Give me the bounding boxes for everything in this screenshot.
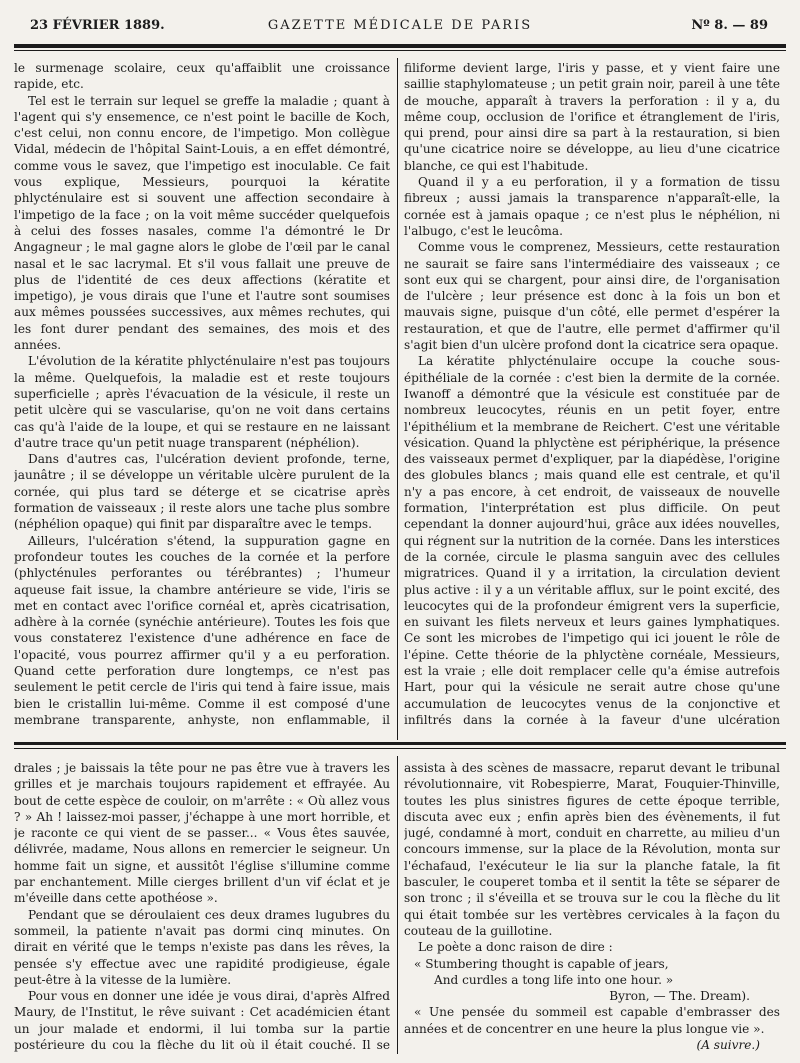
paragraph: le surmenage scolaire, ceux qu'affaiblit une croissance rapide, etc. bbox=[14, 61, 390, 92]
paragraph: L'évolution de la kératite phlycténulaire n'est pas toujours la même. Quelquefois, la maladie est et reste toujours superficielle ; après l'évacuation de la vésicule, il reste un petit ulcère qui se vascularise, qu'on ne voit dans certains cas qu'à l'aide de la loupe, et qui se restaure en ne laissant d'autre trace qu'un petit nuage transparent (néphélion). bbox=[14, 354, 390, 450]
header-rule bbox=[14, 44, 786, 48]
section-rule bbox=[14, 742, 786, 745]
journal-title: GAZETTE MÉDICALE DE PARIS bbox=[267, 18, 533, 33]
paragraph: « Une pensée du sommeil est capable d'embrasser des années et de concentrer en une heure la plus longue vie ». bbox=[404, 1005, 780, 1036]
column-divider bbox=[397, 58, 398, 740]
paragraph: Le poète a donc raison de dire : bbox=[418, 940, 613, 955]
to-be-continued: (A suivre.) bbox=[696, 1038, 760, 1052]
paragraph: Ailleurs, l'ulcération s'étend, la suppuration gagne en profondeur toutes les couches de la cornée et la perfore (phlycténules perforantes ou térébrantes) ; l'humeur aqueuse fait issue, la chambre antérieure se vide, l'iris se met en contact avec l'orifice cornéal et, après cicatrisation, adhère à la cornée (synéchie antérieure). Toutes les fois que vous constaterez l'existence d'une adhérence en face de l'opacité, vous pourrez affirmer qu'il y a eu perforation. Quand cette perforation dure longtemps, ce n'est pas seulement le petit cercle de l'iris qui tend à faire issue, mais bien le cristallin lui-même. Comme il est composé d'une membrane transparente, anhyste, non enflammable, il bbox=[14, 533, 390, 727]
paragraph: Pour vous en donner une idée je vous dirai, d'après Alfred Maury, de l'Institut, le rêve suivant : Cet académicien étant un jour malade et endormi, il lui tomba sur la partie postérieure du cou la flèche du lit où il était couché. Il se bbox=[14, 989, 390, 1052]
article-column-right bbox=[404, 60, 780, 728]
page-number: Nº 8. — 89 bbox=[691, 18, 768, 33]
paragraph: Pendant que se déroulaient ces deux drames lugubres du sommeil, la patiente n'avait pas dormi cinq minutes. On dirait en vérité que le temps n'existe pas dans les rêves, la pensée s'y effectue avec une rapidité prodigieuse, égale peut-être à la vitesse de la lumière. bbox=[14, 907, 390, 987]
paragraph: Quand il y a eu perforation, il y a formation de tissu fibreux ; aussi jamais la transparence n'apparaît-elle, la cornée est à jamais opaque ; ce n'est plus le néphélion, ni l'albugo, c'est le leucôma. bbox=[404, 175, 780, 238]
verse-line: And curdles a tong life into one hour. » bbox=[434, 972, 674, 987]
paragraph: drales ; je baissais la tête pour ne pas être vue à travers les grilles et je marchais toujours rapidement et effrayée. Au bout de cette espèce de couloir, on m'arrête : « Où allez vous ? » Ah ! laissez-moi passer, j'échappe à une mort horrible, et je raconte ce qui vient de se passer... « Vous êtes sauvée, délivrée, madame, Nous allons en remercier le seigneur. Un homme fait un signe, et aussitôt l'église s'illumine comme par enchantement. Mille cierges brillent d'un vif éclat et je m'éveille dans cette apothéose ». bbox=[14, 761, 390, 906]
section-rule-thin bbox=[14, 748, 786, 749]
article-column-left bbox=[14, 60, 390, 728]
paragraph: assista à des scènes de massacre, reparut devant le tribunal révolutionnaire, vit Robespierre, Marat, Fouquier-Thinville, toutes les plus sinistres figures de cette époque terrible, discuta avec eux ; enfin après bien des évènements, il fut jugé, condamné à mort, conduit en charrette, au milieu d'un concours immense, sur la place de la Révolution, monta sur l'échafaud, l'exécuteur le lia sur la planche fatale, la fit basculer, le couperet tomba et il sentit la tête se séparer de son tronc ; il s'éveilla et se trouva sur le cou la flèche du lit qui était tombée sur les vertèbres cervicales à la façon du couteau de la guillotine. bbox=[404, 761, 780, 938]
running-header bbox=[14, 14, 786, 36]
paragraph: La kératite phlycténulaire occupe la couche sous-épithéliale de la cornée : c'est bien la dermite de la cornée. Iwanoff a démontré que la vésicule est constituée par de nombreux leucocytes, réunis en un petit foyer, entre l'épithélium et la membrane de Reichert. C'est une véritable vésication. Quand la phlyctène est périphérique, la présence des vaisseaux permet d'expliquer, par la diapédèse, l'origine des globules blancs ; mais quand elle est centrale, et qu'il n'y a pas encore, à cet endroit, de vaisseaux de nouvelle formation, l'interprétation est plus difficile. On peut cependant la donner aujourd'hui, grâce aux idées nouvelles, qui régnent sur la nutrition de la cornée. Dans les interstices de la cornée, circule le plasma sanguin avec des cellules migratrices. Quand il y a irritation, la circulation devient plus active : il y a un véritable afflux, sur le point excité, des leucocytes qui de la profondeur émigrent vers la superficie, en suivant les filets nerveux et leurs gaines lymphatiques. Ce sont les microbes de l'impetigo qui ici jouent le rôle de l'épine. Cette théorie de la phlyctène cornéale, Messieurs, est la vraie ; elle doit remplacer celle qu'a émise autrefois Hart, pour qui la vésicule ne serait autre chose qu'une accumulation de leucocytes venus de la conjonctive et infiltrés dans la cornée à la faveur d'une ulcération bbox=[404, 354, 780, 727]
header-rule-thin bbox=[14, 50, 786, 51]
feuilleton-column-left bbox=[14, 760, 390, 1052]
paragraph: Tel est le terrain sur lequel se greffe la maladie ; quant à l'agent qui s'y ensemence, ce n'est point le bacille de Koch, c'est celui, non connu encore, de l'impetigo. Mon collègue Vidal, médecin de l'hôpital Saint-Louis, a en effet démontré, comme vous le savez, que l'impetigo est inoculable. Ce fait vous explique, Messieurs, pourquoi la kératite phlycténulaire est si souvent une affection secondaire à l'impetigo de la face ; on la voit même succéder quelquefois à celui des fosses nasales, comme l'a démontré le Dr Angagneur ; le mal gagne alors le globe de l'œil par le canal nasal et le sac lacrymal. Et s'il vous fallait une preuve de plus de l'identité de ces deux affections (kératite et impetigo), je vous dirais que l'une et l'autre sont soumises aux mêmes poussées successives, aux mêmes rechutes, qui les font durer pendant des semaines, des mois et des années. bbox=[14, 93, 390, 353]
verse-line: « Stumbering thought is capable of jears, bbox=[414, 956, 669, 971]
paragraph: Dans d'autres cas, l'ulcération devient profonde, terne, jaunâtre ; il se développe un véritable ulcère purulent de la cornée, qui plus tard se déterge et se cicatrise après formation de vaisseaux ; il reste alors une tache plus sombre (néphélion opaque) qui finit par disparaître avec le temps. bbox=[14, 452, 390, 532]
paragraph: Comme vous le comprenez, Messieurs, cette restauration ne saurait se faire sans l'intermédiaire des vaisseaux ; ce sont eux qui se chargent, pour ainsi dire, de l'organisation de l'ulcère ; leur présence est donc à la fois un bon et mauvais signe, puisque d'un côté, elle permet d'espérer la restauration, et que de l'autre, elle permet d'affirmer qu'il s'agit bien d'un ulcère profond dont la cicatrice sera opaque. bbox=[404, 240, 780, 353]
paragraph: filiforme devient large, l'iris y passe, et y vient faire une saillie staphylomateuse ; un petit grain noir, pareil à une tête de mouche, apparaît à travers la perforation : il y a, du même coup, occlusion de l'orifice et étranglement de l'iris, qui prend, pour ainsi dire sa part à la restauration, si bien qu'une cicatrice noire se développe, au lieu d'une cicatrice blanche, ce qui est l'habitude. bbox=[404, 61, 780, 173]
column-divider bbox=[397, 756, 398, 1054]
issue-date: 23 FÉVRIER 1889. bbox=[30, 18, 165, 33]
citation: Byron, — The. Dream). bbox=[609, 989, 750, 1004]
feuilleton-column-right bbox=[404, 760, 780, 1052]
